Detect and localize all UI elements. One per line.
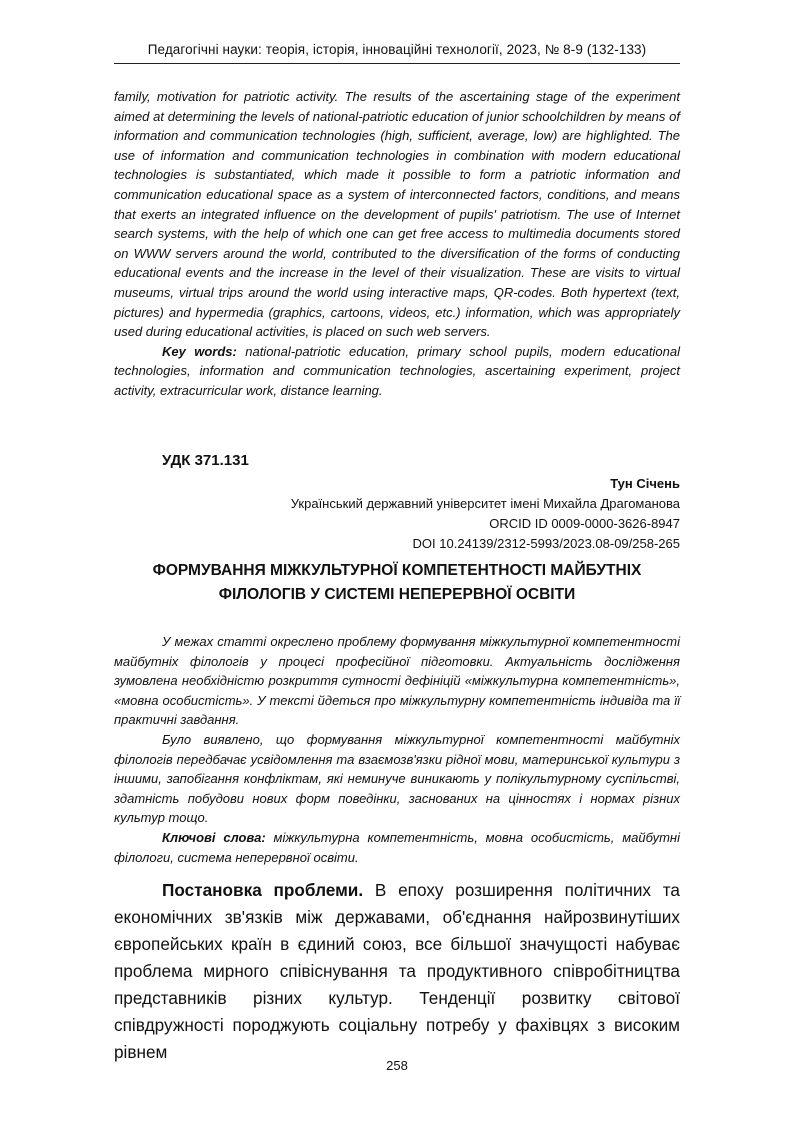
abstract-english-text: family, motivation for patriotic activity. The results of the ascertaining stage of the experiment aimed at determining the levels of national-patriotic education of junior schoolchildren by means of information and communication technologies (high, sufficient, average, low) are highlighted. The use of information and communication technologies in combination with modern educational technologies is substantiated, which made it possible to form a patriotic information and communication educational space as a system of interconnected factors, conditions, and means that exerts an integrated influence on the development of pupils' patriotism. The use of Internet search systems, with the help of which one can get free access to multimedia documents stored on WWW servers around the world, contributed to the diversification of the forms of conducting educational events and the increase in the level of their visualization. These are visits to virtual museums, virtual trips around the world using interactive maps, QR-codes. Both hypertext (text, pictures) and hypermedia (graphics, cartoons, videos, etc.) information, which was appropriately used during educational activities, is placed on such web servers.: [114, 89, 680, 340]
keywords-english: [114, 342, 680, 401]
running-title: Педагогічні науки: теорія, історія, інноваційні технології, 2023, № 8-9 (132-133): [147, 42, 647, 57]
abstract-english: [114, 87, 680, 401]
author-block: [291, 474, 680, 554]
article-title-line-2: ФІЛОЛОГІВ У СИСТЕМІ НЕПЕРЕРВНОЇ ОСВІТИ: [218, 586, 576, 603]
keywords-ukrainian-label: Ключові слова:: [162, 829, 266, 845]
keywords-ukrainian: [114, 828, 680, 867]
problem-statement-label: Постановка проблеми.: [162, 880, 364, 900]
author-affiliation: Український державний університет імені Михайла Драгоманова: [290, 496, 680, 511]
author-name: Тун Січень: [610, 476, 680, 491]
article-doi: DOI 10.24139/2312-5993/2023.08-09/258-265: [412, 536, 680, 551]
udc-code: УДК 371.131: [162, 452, 249, 469]
keywords-english-label: Key words:: [162, 343, 237, 359]
abstract-ukrainian-paragraph-2: Було виявлено, що формування міжкультурної компетентності майбутніх філологів передбачає усвідомлення та взаємозв'язки рідної мови, материнської культури з іншими, запобігання конфліктам, які неминуче виникають у полікультурному суспільстві, здатність побудови нових форм поведінки, заснованих на цінностях і нормах різних культур тощо.: [114, 731, 680, 826]
abstract-ukrainian-paragraph-1: У межах статті окреслено проблему формування міжкультурної компетентності майбутніх філологів у процесі професійної підготовки. Актуальність дослідження зумовлена необхідністю розкриття сутності дефініцій «міжкультурна компетентність», «мовна особистість». У тексті йдеться про міжкультурну компетентність індивіда та її практичні завдання.: [114, 634, 680, 728]
running-header: [114, 42, 680, 64]
author-orcid: ORCID ID 0009-0000-3626-8947: [489, 516, 680, 531]
abstract-ukrainian: [114, 632, 680, 867]
article-title-line-1: ФОРМУВАННЯ МІЖКУЛЬТУРНОЇ КОМПЕТЕНТНОСТІ МАЙБУТНІХ: [152, 562, 642, 579]
article-title: [114, 559, 680, 607]
body-text: [114, 877, 680, 1066]
keywords-ukrainian-text: міжкультурна компетентність, мовна особистість, майбутні філологи, система неперервної освіти.: [114, 829, 680, 865]
body-paragraph: [114, 877, 680, 1066]
keywords-english-text: national-patriotic education, primary school pupils, modern educational technologies, information and communication technologies, ascertaining experiment, project activity, extracurricular work, distance learning.: [114, 343, 680, 398]
page-number: 258: [386, 1058, 408, 1073]
problem-statement-text: В епоху розширення політичних та економічних зв'язків між державами, об'єднання найрозвинутіших європейських країн в єдиний союз, все більшої значущості набуває проблема мирного співіснування та продуктивного співробітництва представників різних культур. Тенденції розвитку світової співдружності породжують соціальну потребу у фахівцях з високим рівнем: [114, 880, 680, 1062]
